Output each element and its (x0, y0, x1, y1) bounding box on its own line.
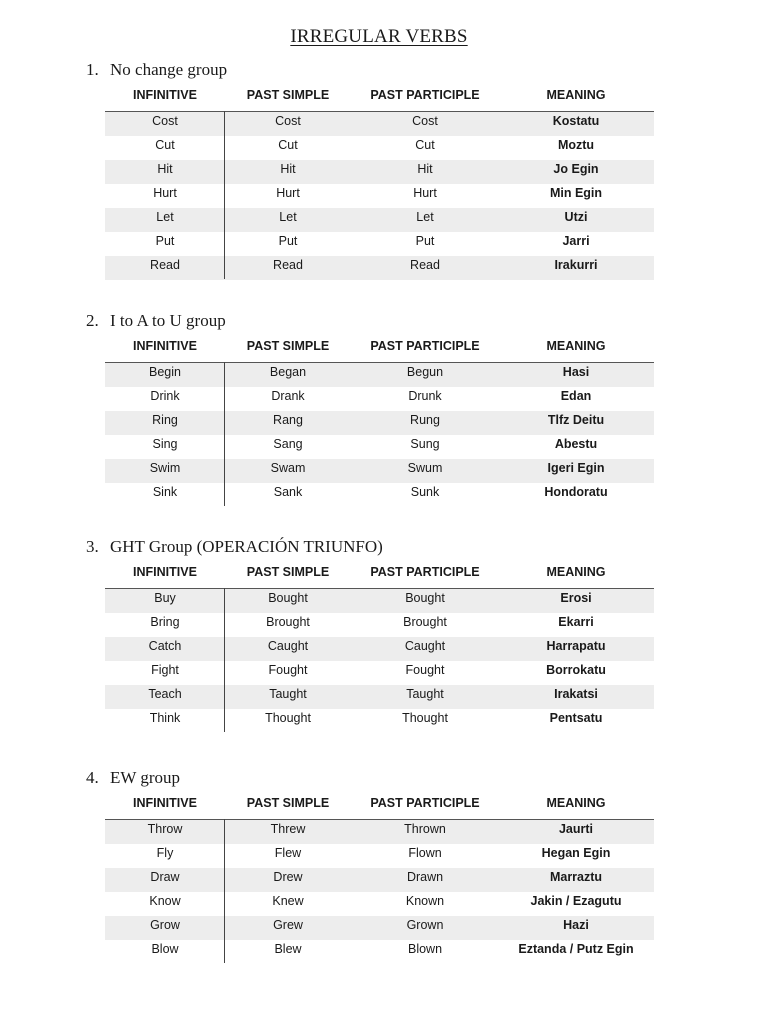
verb-table (105, 362, 654, 507)
cell-past-participle: Hurt (413, 186, 437, 200)
cell-past-participle: Sunk (410, 485, 440, 499)
cell-infinitive: Cost (152, 114, 178, 128)
cell-past-simple: Fought (268, 663, 308, 677)
cell-past-simple: Bought (268, 591, 308, 605)
cell-infinitive: Throw (147, 822, 183, 836)
cell-meaning: Eztanda / Putz Egin (518, 942, 634, 956)
cell-past-simple: Hurt (276, 186, 300, 200)
section-heading (86, 768, 180, 788)
cell-meaning: Edan (560, 389, 592, 403)
cell-meaning: Moztu (557, 138, 595, 152)
column-header-meaning: MEANING (546, 565, 606, 579)
cell-infinitive: Blow (151, 942, 179, 956)
column-header-past-simple: PAST SIMPLE (246, 796, 330, 810)
cell-past-simple: Rang (273, 413, 303, 427)
cell-past-participle: Sung (410, 437, 440, 451)
column-header-past-simple: PAST SIMPLE (246, 88, 330, 102)
cell-past-participle: Known (405, 894, 445, 908)
cell-past-simple: Knew (272, 894, 304, 908)
column-header-infinitive: INFINITIVE (133, 88, 197, 102)
table-row (105, 435, 654, 459)
table-row (105, 589, 654, 613)
table-row (105, 892, 654, 916)
cell-past-participle: Rung (410, 413, 440, 427)
cell-meaning: Jaurti (558, 822, 594, 836)
cell-infinitive: Hit (157, 162, 173, 176)
verb-table (105, 111, 654, 280)
table-row (105, 208, 654, 232)
cell-infinitive: Know (149, 894, 181, 908)
cell-past-participle: Brought (403, 615, 447, 629)
cell-past-participle: Cut (415, 138, 435, 152)
column-header-past-simple: PAST SIMPLE (246, 565, 330, 579)
cell-infinitive: Fight (151, 663, 179, 677)
cell-infinitive: Cut (155, 138, 175, 152)
cell-past-simple: Flew (274, 846, 302, 860)
cell-meaning: Irakatsi (554, 687, 598, 701)
cell-infinitive: Catch (148, 639, 182, 653)
cell-meaning: Hegan Egin (541, 846, 611, 860)
cell-meaning: Jo Egin (553, 162, 599, 176)
table-row (105, 820, 654, 844)
cell-past-participle: Swum (407, 461, 443, 475)
cell-meaning: Erosi (560, 591, 592, 605)
table-row (105, 112, 654, 136)
cell-meaning: Harrapatu (546, 639, 606, 653)
cell-past-participle: Thought (402, 711, 448, 725)
cell-past-participle: Thrown (404, 822, 446, 836)
section-heading-text: No change group (110, 60, 228, 79)
cell-meaning: Hazi (563, 918, 589, 932)
cell-past-simple: Grew (273, 918, 303, 932)
section-heading (86, 537, 383, 557)
column-header-past-participle: PAST PARTICIPLE (370, 88, 480, 102)
column-header-past-simple: PAST SIMPLE (246, 339, 330, 353)
table-row (105, 844, 654, 868)
section-heading-text: GHT Group (OPERACIÓN TRIUNFO) (110, 537, 383, 556)
cell-meaning: Kostatu (552, 114, 600, 128)
cell-infinitive: Begin (149, 365, 181, 379)
table-row (105, 232, 654, 256)
cell-past-participle: Cost (412, 114, 438, 128)
cell-meaning: Utzi (564, 210, 588, 224)
cell-past-simple: Let (279, 210, 297, 224)
table-row (105, 411, 654, 435)
cell-infinitive: Sing (152, 437, 178, 451)
column-header-infinitive: INFINITIVE (133, 796, 197, 810)
column-divider (224, 588, 225, 732)
column-header-past-participle: PAST PARTICIPLE (370, 339, 480, 353)
table-row (105, 459, 654, 483)
cell-past-simple: Threw (270, 822, 306, 836)
table-row (105, 709, 654, 733)
cell-infinitive: Grow (150, 918, 180, 932)
cell-past-simple: Swam (270, 461, 306, 475)
cell-infinitive: Read (150, 258, 180, 272)
column-header-meaning: MEANING (546, 339, 606, 353)
column-divider (224, 362, 225, 506)
cell-past-simple: Sank (273, 485, 303, 499)
table-row (105, 483, 654, 507)
cell-past-simple: Cut (278, 138, 298, 152)
table-row (105, 160, 654, 184)
cell-past-simple: Drew (273, 870, 303, 884)
cell-past-participle: Bought (405, 591, 445, 605)
section-heading (86, 60, 227, 80)
cell-meaning: Jarri (562, 234, 590, 248)
cell-infinitive: Put (155, 234, 175, 248)
cell-past-participle: Grown (406, 918, 444, 932)
cell-past-simple: Drank (271, 389, 305, 403)
column-header-past-participle: PAST PARTICIPLE (370, 565, 480, 579)
cell-meaning: Igeri Egin (547, 461, 605, 475)
table-row (105, 940, 654, 964)
cell-meaning: Hasi (562, 365, 590, 379)
cell-past-simple: Read (273, 258, 303, 272)
cell-meaning: Irakurri (554, 258, 598, 272)
cell-past-simple: Began (269, 365, 307, 379)
cell-past-participle: Blown (407, 942, 443, 956)
cell-past-simple: Thought (265, 711, 311, 725)
cell-past-simple: Brought (266, 615, 310, 629)
section-heading-text: I to A to U group (110, 311, 226, 330)
page-title: IRREGULAR VERBS (290, 26, 468, 47)
table-row (105, 661, 654, 685)
cell-past-simple: Caught (267, 639, 309, 653)
cell-past-participle: Hit (417, 162, 433, 176)
cell-past-participle: Begun (406, 365, 444, 379)
cell-past-participle: Drawn (406, 870, 444, 884)
cell-past-participle: Fought (405, 663, 445, 677)
column-header-infinitive: INFINITIVE (133, 339, 197, 353)
table-row (105, 363, 654, 387)
cell-past-simple: Put (278, 234, 298, 248)
cell-meaning: Tlfz Deitu (547, 413, 605, 427)
cell-past-simple: Cost (275, 114, 301, 128)
table-row (105, 637, 654, 661)
section-number: 2. (86, 311, 99, 330)
cell-meaning: Ekarri (558, 615, 594, 629)
column-header-past-participle: PAST PARTICIPLE (370, 796, 480, 810)
cell-infinitive: Teach (148, 687, 182, 701)
column-header-infinitive: INFINITIVE (133, 565, 197, 579)
column-header-meaning: MEANING (546, 796, 606, 810)
cell-past-simple: Taught (269, 687, 307, 701)
cell-meaning: Abestu (554, 437, 598, 451)
section-heading (86, 311, 226, 331)
column-divider (224, 819, 225, 963)
table-row (105, 387, 654, 411)
cell-past-participle: Taught (406, 687, 444, 701)
table-row (105, 613, 654, 637)
table-row (105, 184, 654, 208)
section-number: 3. (86, 537, 99, 556)
cell-infinitive: Hurt (153, 186, 177, 200)
cell-infinitive: Swim (149, 461, 181, 475)
cell-past-simple: Sang (273, 437, 303, 451)
cell-meaning: Jakin / Ezagutu (530, 894, 622, 908)
cell-infinitive: Drink (150, 389, 180, 403)
column-header-meaning: MEANING (546, 88, 606, 102)
cell-infinitive: Bring (150, 615, 180, 629)
cell-infinitive: Sink (152, 485, 178, 499)
cell-meaning: Marraztu (549, 870, 603, 884)
cell-past-participle: Let (416, 210, 434, 224)
table-row (105, 916, 654, 940)
cell-meaning: Borrokatu (546, 663, 606, 677)
table-row (105, 868, 654, 892)
section-heading-text: EW group (110, 768, 181, 787)
verb-table (105, 588, 654, 733)
cell-past-participle: Flown (408, 846, 442, 860)
cell-infinitive: Think (149, 711, 181, 725)
cell-meaning: Min Egin (549, 186, 603, 200)
cell-infinitive: Draw (150, 870, 180, 884)
cell-past-participle: Read (410, 258, 440, 272)
cell-past-simple: Hit (280, 162, 296, 176)
section-number: 1. (86, 60, 99, 79)
section-number: 4. (86, 768, 99, 787)
cell-meaning: Pentsatu (549, 711, 603, 725)
cell-infinitive: Ring (152, 413, 178, 427)
column-divider (224, 111, 225, 279)
cell-infinitive: Let (156, 210, 174, 224)
table-row (105, 685, 654, 709)
cell-meaning: Hondoratu (544, 485, 608, 499)
cell-past-participle: Put (415, 234, 435, 248)
table-row (105, 256, 654, 280)
cell-infinitive: Buy (154, 591, 176, 605)
cell-past-simple: Blew (274, 942, 302, 956)
cell-infinitive: Fly (156, 846, 174, 860)
cell-past-participle: Drunk (408, 389, 442, 403)
table-row (105, 136, 654, 160)
cell-past-participle: Caught (404, 639, 446, 653)
verb-table (105, 819, 654, 964)
